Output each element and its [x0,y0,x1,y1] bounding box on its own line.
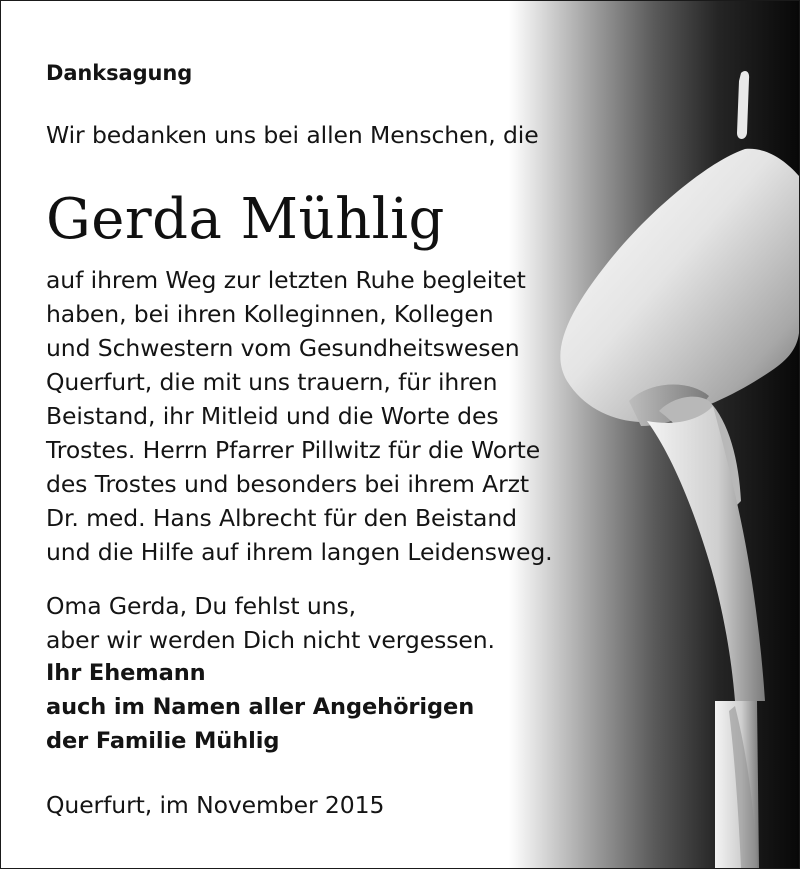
body-line: haben, bei ihren Kolleginnen, Kollegen [46,300,494,328]
deceased-name: Gerda Mühlig [46,187,445,252]
calla-lily-photo [509,1,799,868]
closing-line: aber wir werden Dich nicht vergessen. [46,626,495,654]
notice-heading: Danksagung [46,61,193,85]
signature-line: Ihr Ehemann [46,660,206,686]
body-line: Trostes. Herrn Pfarrer Pillwitz für die Worte [46,436,541,464]
body-line: Querfurt, die mit uns trauern, für ihren [46,368,498,396]
closing-line: Oma Gerda, Du fehlst uns, [46,592,356,620]
body-line: und die Hilfe auf ihrem langen Leidensweg. [46,538,553,566]
body-line: und Schwestern vom Gesundheitswesen [46,334,520,362]
body-line: auf ihrem Weg zur letzten Ruhe begleitet [46,266,526,294]
calla-lily-icon [509,1,799,868]
signature-line: auch im Namen aller Angehörigen [46,694,475,720]
notice-intro: Wir bedanken uns bei allen Menschen, die [46,121,539,149]
body-line: des Trostes und besonders bei ihrem Arzt [46,470,530,498]
signature-line: der Familie Mühlig [46,728,280,754]
body-line: Beistand, ihr Mitleid und die Worte des [46,402,499,430]
body-line: Dr. med. Hans Albrecht für den Beistand [46,504,517,532]
place-date: Querfurt, im November 2015 [46,791,385,819]
